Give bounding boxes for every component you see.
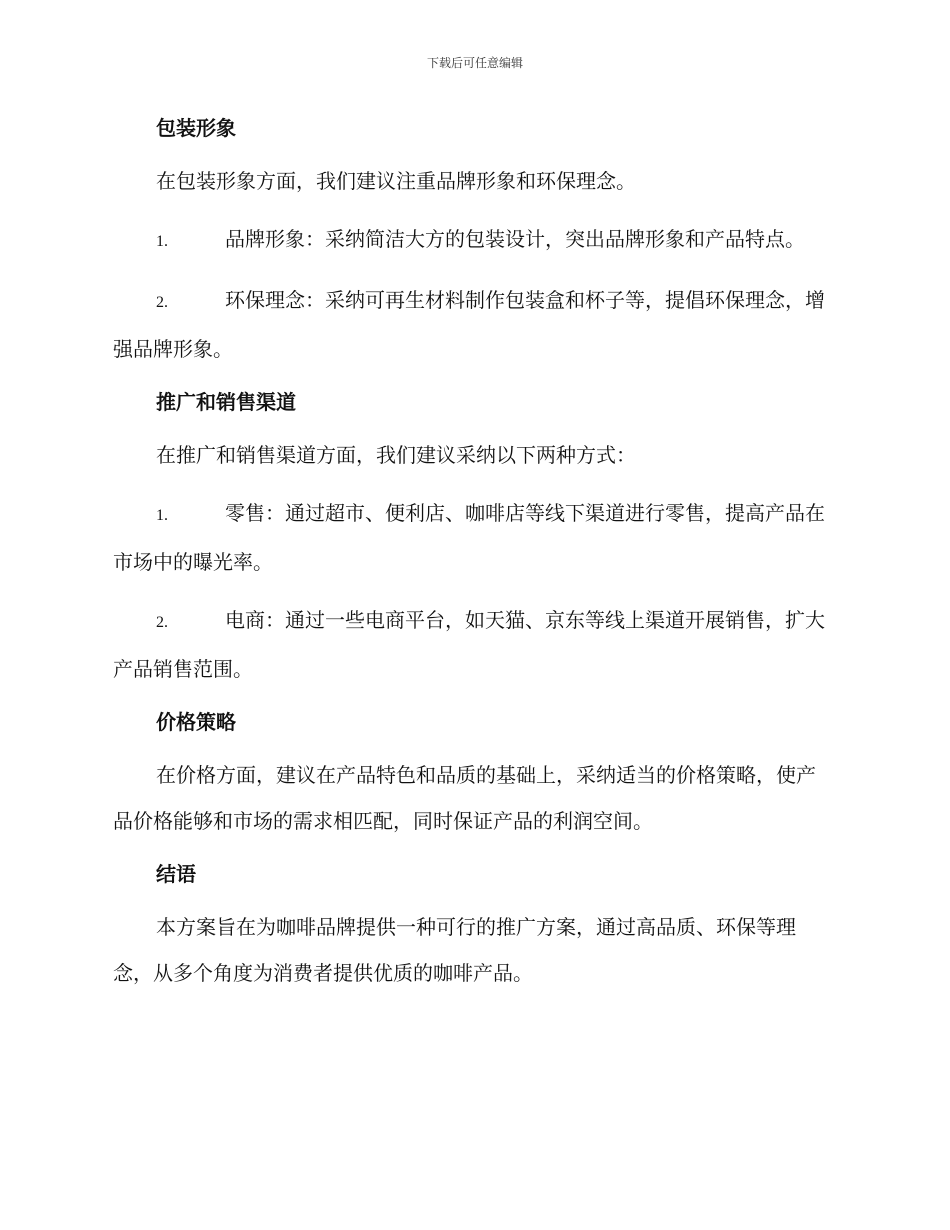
document-body: [113, 110, 835, 996]
list-number: 1.: [156, 507, 168, 524]
list-item: [113, 216, 835, 265]
section-title-pricing: 价格策略: [156, 710, 236, 734]
list-number: 2.: [156, 294, 168, 311]
list-text: 电商：通过一些电商平台，如天猫、京东等线上渠道开展销售，扩大产品销售范围。: [113, 608, 825, 681]
list-text: 品牌形象：采纳简洁大方的包装设计，突出品牌形象和产品特点。: [225, 227, 805, 251]
list-item: [113, 277, 835, 372]
section-intro-conclusion: 本方案旨在为咖啡品牌提供一种可行的推广方案，通过高品质、环保等理念，从多个角度为消费者提供优质的咖啡产品。: [113, 915, 796, 985]
list-number: 1.: [156, 233, 168, 250]
section-title-packaging: 包装形象: [156, 116, 236, 140]
list-item: [113, 597, 835, 692]
section-title-channels: 推广和销售渠道: [156, 390, 296, 414]
section-title-conclusion: 结语: [156, 862, 196, 886]
list-item: [113, 490, 835, 585]
section-intro-pricing: 在价格方面，建议在产品特色和品质的基础上，采纳适当的价格策略，使产品价格能够和市场的需求相匹配，同时保证产品的利润空间。: [113, 763, 816, 833]
list-number: 2.: [156, 614, 168, 631]
list-text: 环保理念：采纳可再生材料制作包装盒和杯子等，提倡环保理念，增强品牌形象。: [113, 288, 825, 361]
list-text: 零售：通过超市、便利店、咖啡店等线下渠道进行零售，提高产品在市场中的曝光率。: [113, 501, 825, 574]
section-intro-channels: 在推广和销售渠道方面，我们建议采纳以下两种方式：: [156, 443, 636, 467]
header-note: 下载后可任意编辑: [426, 56, 523, 70]
section-intro-packaging: 在包装形象方面，我们建议注重品牌形象和环保理念。: [156, 169, 636, 193]
